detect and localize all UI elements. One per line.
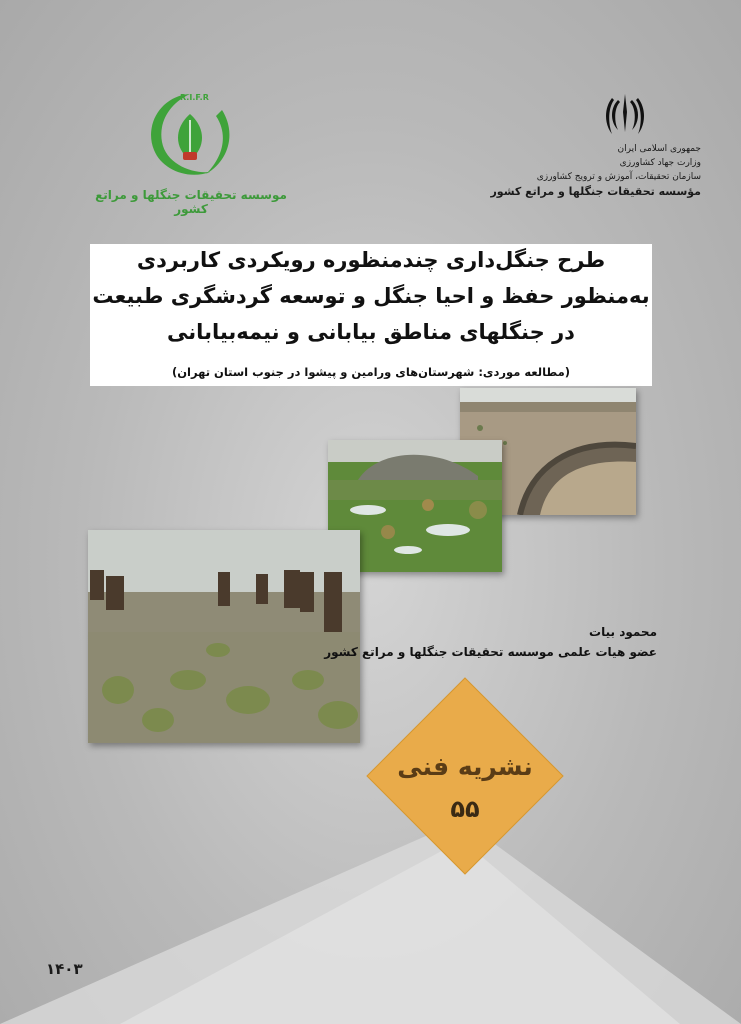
gov-line-3: سازمان تحقیقات، آموزش و ترویج کشاورزی (536, 172, 701, 182)
title-line-1: طرح جنگل‌داری چندمنظوره رویکردی کاربردی (136, 248, 606, 272)
badge-title: نشریه فنی (397, 752, 533, 781)
badge-number: ۵۵ (450, 795, 480, 823)
rifr-caption: موسسه تحقیقات جنگلها و مراتع کشور (95, 188, 287, 216)
author-affiliation: عضو هیات علمی موسسه تحقیقات جنگلها و مراتع کشور (324, 645, 657, 659)
subtitle: (مطالعه موردی: شهرستان‌های ورامین و پیشوا در جنوب استان تهران) (171, 365, 571, 379)
publication-year: ۱۴۰۳ (46, 960, 83, 978)
title-line-3: در جنگلهای مناطق بیابانی و نیمه‌بیابانی (167, 320, 575, 344)
gov-line-4: مؤسسه تحقیقات جنگلها و مراتع کشور (490, 185, 701, 198)
rifr-logo-text: R.I.F.R (180, 93, 209, 102)
author-block (297, 622, 657, 662)
iran-emblem-icon (604, 92, 646, 136)
author-name: محمود بیات (589, 625, 657, 639)
rifr-leaf-icon (140, 86, 240, 186)
gov-line-2: وزارت جهاد کشاورزی (619, 158, 701, 168)
title-line-2: به‌منظور حفظ و احیا جنگل و توسعه گردشگری طبیعت (92, 284, 650, 308)
title-band (90, 244, 652, 386)
gov-line-1: جمهوری اسلامی ایران (617, 144, 701, 154)
government-header (461, 142, 701, 200)
